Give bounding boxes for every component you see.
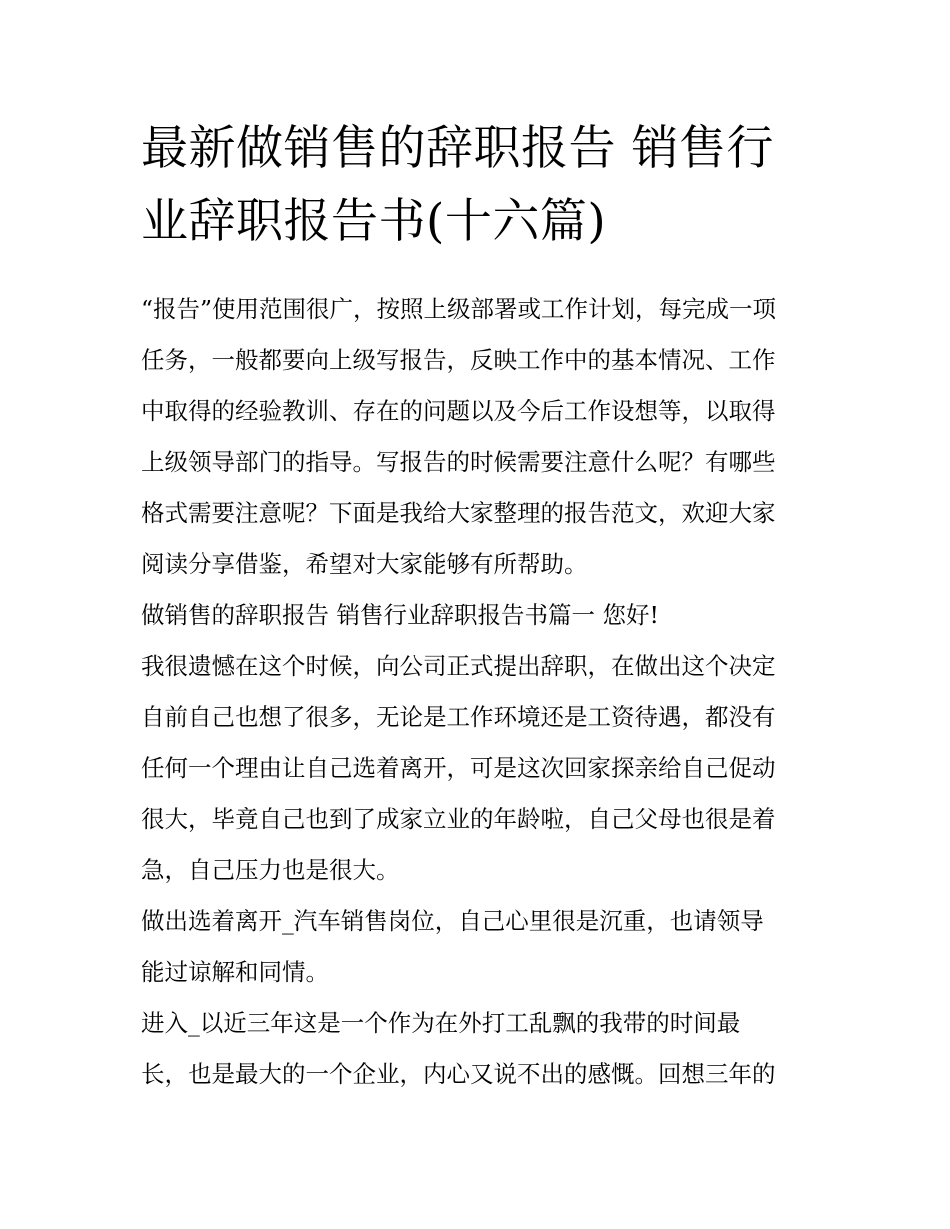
document-title (141, 112, 816, 258)
document-content (141, 112, 816, 1100)
title-line-2: 业辞职报告书(十六篇) (141, 194, 607, 249)
body-line: 自前自己也想了很多，无论是工作环境还是工资待遇，都没有 (141, 703, 776, 731)
body-line: 我很遗憾在这个时候，向公司正式提出辞职，在做出这个决定 (141, 652, 776, 680)
body-line: 急，自己压力也是很大。 (141, 856, 400, 884)
body-line: 中取得的经验教训、存在的问题以及今后工作设想等，以取得 (141, 397, 776, 425)
document-body (141, 284, 816, 1100)
title-line-1: 最新做销售的辞职报告 销售行 (141, 121, 774, 176)
body-line: 任务，一般都要向上级写报告，反映工作中的基本情况、工作 (141, 346, 776, 374)
body-line: 做出选着离开_汽车销售岗位，自己心里很是沉重，也请领导 (141, 907, 764, 935)
body-line: 长，也是最大的一个企业，内心又说不出的感慨。回想三年的 (141, 1060, 776, 1088)
body-line: 上级领导部门的指导。写报告的时候需要注意什么呢？有哪些 (141, 448, 776, 476)
body-line: 任何一个理由让自己选着离开，可是这次回家探亲给自己促动 (141, 754, 776, 782)
body-line: 进入_以近三年这是一个作为在外打工乱飘的我带的时间最 (141, 1009, 741, 1037)
body-line: “报告”使用范围很广，按照上级部署或工作计划，每完成一项 (141, 295, 777, 323)
body-line: 格式需要注意呢？下面是我给大家整理的报告范文，欢迎大家 (141, 499, 776, 527)
body-line: 阅读分享借鉴，希望对大家能够有所帮助。 (141, 550, 588, 578)
body-line: 能过谅解和同情。 (141, 958, 329, 986)
body-line: 很大，毕竟自己也到了成家立业的年龄啦，自己父母也很是着 (141, 805, 776, 833)
section-heading-line: 做销售的辞职报告 销售行业辞职报告书篇一 您好! (141, 601, 659, 629)
